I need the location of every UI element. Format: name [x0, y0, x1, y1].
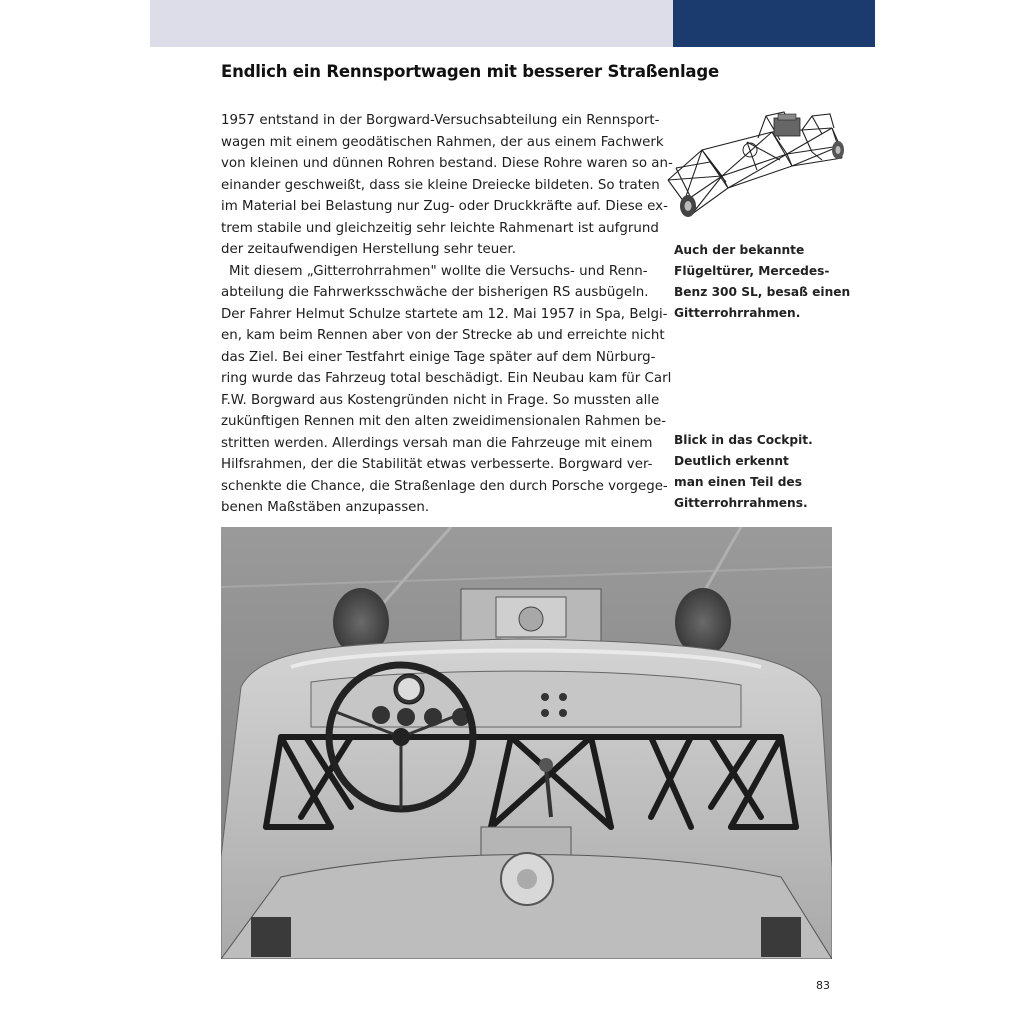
chassis-caption: [674, 240, 851, 324]
cockpit-photo: [221, 527, 832, 959]
caption-line: Benz 300 SL, besaß einen: [674, 285, 851, 299]
body-text: [221, 110, 673, 519]
caption-line: Gitterrohrrahmen.: [674, 306, 801, 320]
body-line: en, kam beim Rennen aber von der Strecke ab und erreichte nicht: [221, 328, 665, 343]
page-headline: Endlich ein Rennsportwagen mit besserer Straßenlage: [221, 62, 719, 81]
body-line: abteilung die Fahrwerksschwäche der bisherigen RS ausbügeln.: [221, 285, 649, 300]
body-line: schenkte die Chance, die Straßenlage den durch Porsche vorgege-: [221, 478, 668, 494]
cockpit-caption: [674, 430, 834, 514]
body-line: trem stabile und gleichzeitig sehr leichte Rahmenart ist aufgrund: [221, 220, 659, 236]
space-frame-chassis-illustration: [662, 110, 846, 228]
body-line: stritten werden. Allerdings versah man die Fahrzeuge mit einem: [221, 435, 653, 451]
caption-line: Blick in das Cockpit.: [674, 433, 813, 447]
body-line: von kleinen und dünnen Rohren bestand. Diese Rohre waren so an-: [221, 156, 673, 171]
body-line: Mit diesem „Gitterrohrrahmen" wollte die Versuchs- und Renn-: [229, 263, 648, 279]
body-line: benen Maßstäben anzupassen.: [221, 500, 430, 515]
caption-line: Gitterrohrrahmens.: [674, 496, 808, 510]
body-line: Der Fahrer Helmut Schulze startete am 12. Mai 1957 in Spa, Belgi-: [221, 306, 668, 322]
header-bar-gray: [150, 0, 673, 47]
cockpit-photo-drawing: [221, 527, 832, 959]
body-line: einander geschweißt, dass sie kleine Dreiecke bildeten. So traten: [221, 177, 660, 193]
body-line: 1957 entstand in der Borgward-Versuchsabteilung ein Rennsport-: [221, 113, 660, 128]
body-line: zukünftigen Rennen mit den alten zweidimensionalen Rahmen be-: [221, 414, 667, 429]
body-line: im Material bei Belastung nur Zug- oder Druckkräfte auf. Diese ex-: [221, 199, 668, 214]
body-paragraph-2: [221, 261, 672, 519]
caption-line: man einen Teil des: [674, 475, 802, 489]
body-line: F.W. Borgward aus Kostengründen nicht in Frage. So mussten alle: [221, 392, 660, 408]
body-line: Hilfsrahmen, der die Stabilität etwas verbesserte. Borgward ver-: [221, 457, 653, 472]
caption-line: Auch der bekannte: [674, 243, 805, 257]
page-number: 83: [816, 979, 830, 992]
body-line: der zeitaufwendigen Herstellung sehr teuer.: [221, 242, 516, 257]
body-line: wagen mit einem geodätischen Rahmen, der aus einem Fachwerk: [221, 134, 664, 150]
header-bar-blue: [673, 0, 875, 47]
caption-line: Deutlich erkennt: [674, 454, 789, 468]
caption-line: Flügeltürer, Mercedes-: [674, 264, 830, 278]
body-paragraph-1: [221, 110, 673, 261]
body-line: das Ziel. Bei einer Testfahrt einige Tage später auf dem Nürburg-: [221, 349, 656, 365]
body-line: ring wurde das Fahrzeug total beschädigt. Ein Neubau kam für Carl: [221, 371, 672, 386]
